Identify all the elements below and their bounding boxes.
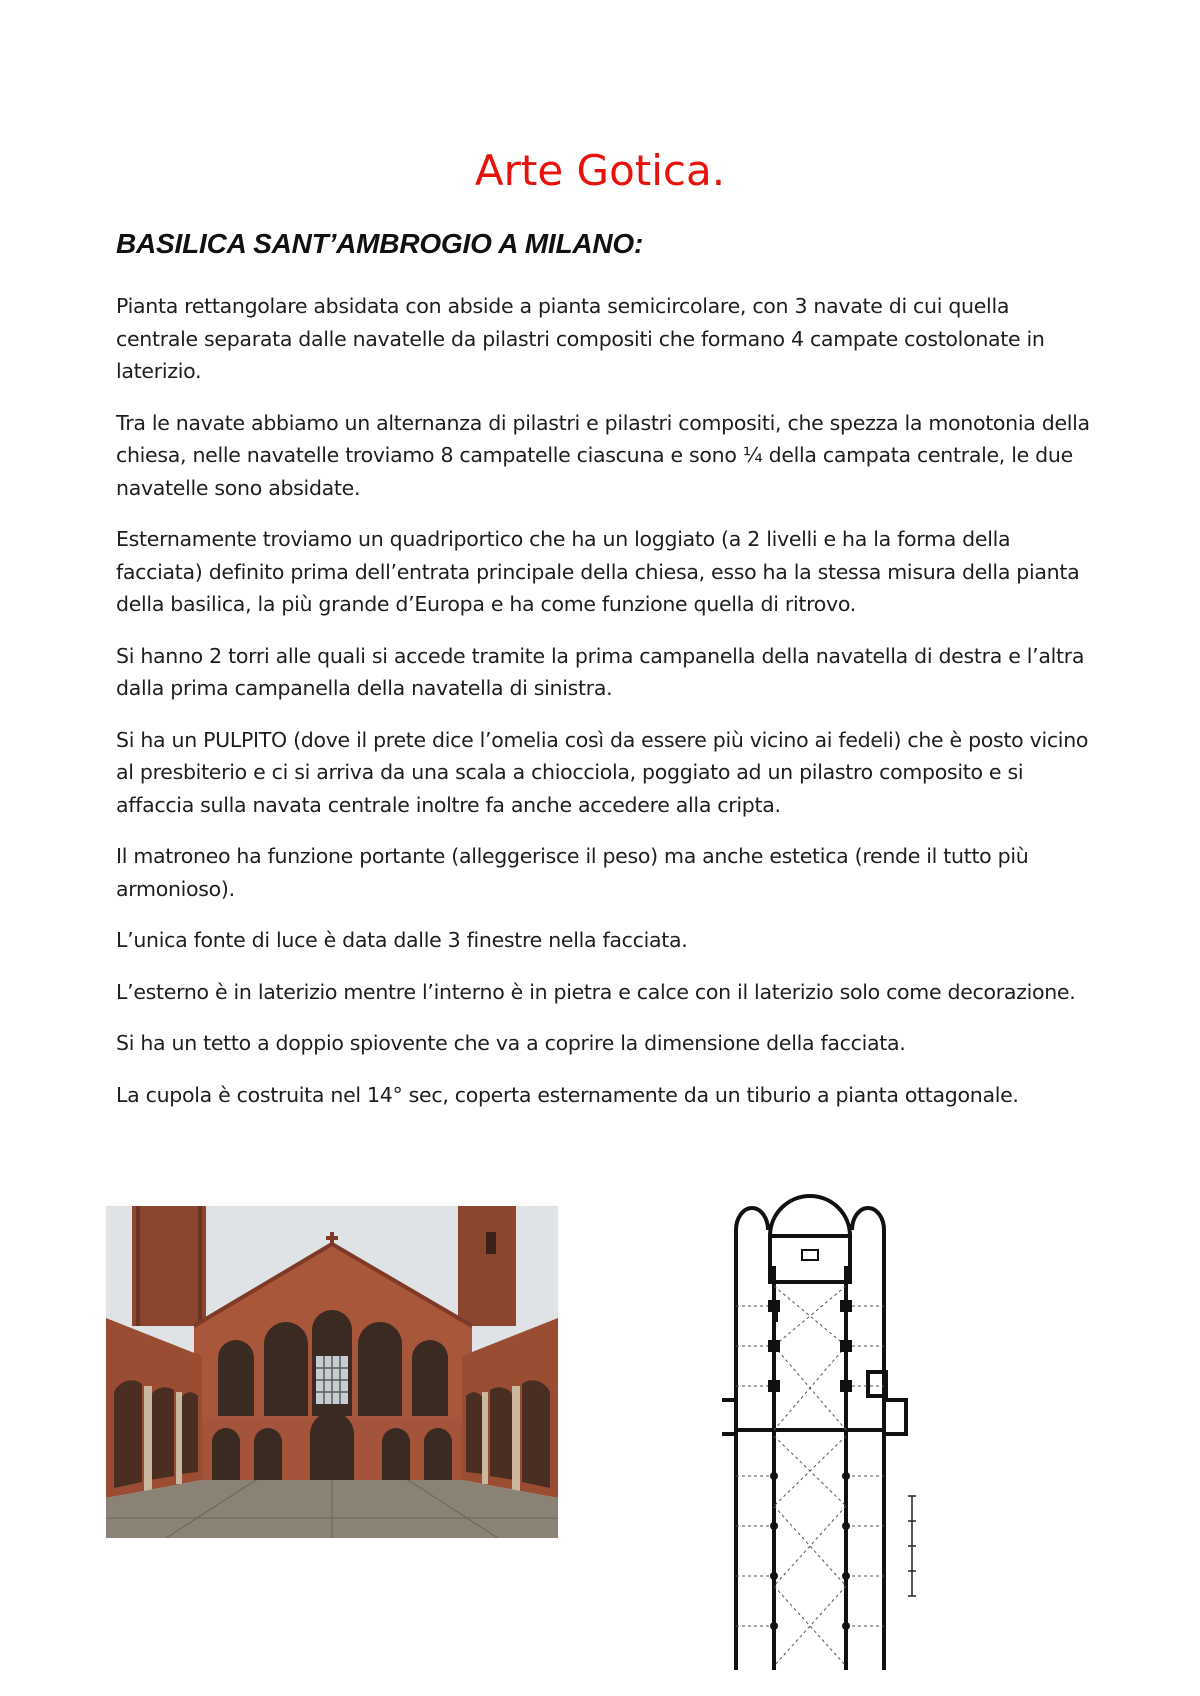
- paragraph-matroneo: Il matroneo ha funzione portante (alleggerisce il peso) ma anche estetica (rende il tutto più armonioso).: [116, 844, 1029, 901]
- body-text: [116, 290, 1096, 1130]
- paragraph-esterno: L’esterno è in laterizio mentre l’interno è in pietra e calce con il laterizio solo come decorazione.: [116, 979, 1076, 1004]
- paragraph-navate: Tra le navate abbiamo un alternanza di pilastri e pilastri compositi, che spezza la monotonia della chiesa, nelle navatelle troviamo 8 campatelle ciascuna e sono ¼ della campata centrale, le due navatelle sono absidate.: [116, 410, 1090, 500]
- paragraph-luce: L’unica fonte di luce è data dalle 3 finestre nella facciata.: [116, 928, 688, 952]
- paragraph-pulpito: Si ha un PULPITO (dove il prete dice l’omelia così da essere più vicino ai fedeli) che è posto vicino al presbiterio e ci si arriva da una scala a chiocciola, poggiato ad un pilastro composito e si affaccia sulla navata centrale inoltre fa anche accedere alla cripta.: [116, 727, 1089, 817]
- section-heading: BASILICA SANT’AMBROGIO A MILANO:: [116, 228, 644, 259]
- paragraph-pianta: Pianta rettangolare absidata con abside a pianta semicircolare, con 3 navate di cui quella centrale separata dalle navatelle da pilastri compositi che formano 4 campate costolonate in laterizio.: [116, 294, 1045, 383]
- paragraph-torri: Si hanno 2 torri alle quali si accede tramite la prima campanella della navatella di destra e l’altra dalla prima campanella della navatella di sinistra.: [116, 643, 1085, 700]
- page-title: Arte Gotica.: [474, 146, 726, 195]
- paragraph-cupola: La cupola è costruita nel 14° sec, coperta esternamente da un tiburio a pianta ottagonale.: [116, 1082, 1019, 1107]
- paragraph-tetto: Si ha un tetto a doppio spiovente che va a coprire la dimensione della facciata.: [116, 1031, 906, 1055]
- paragraph-quadriportico: Esternamente troviamo un quadriportico che ha un loggiato (a 2 livelli e ha la forma della facciata) definito prima dell’entrata principale della chiesa, esso ha la stessa misura della pianta della basilica, la più grande d’Europa e ha come funzione quella di ritrovo.: [116, 527, 1080, 616]
- basilica-floor-plan: [722, 1176, 922, 1670]
- basilica-photo: [106, 1206, 558, 1538]
